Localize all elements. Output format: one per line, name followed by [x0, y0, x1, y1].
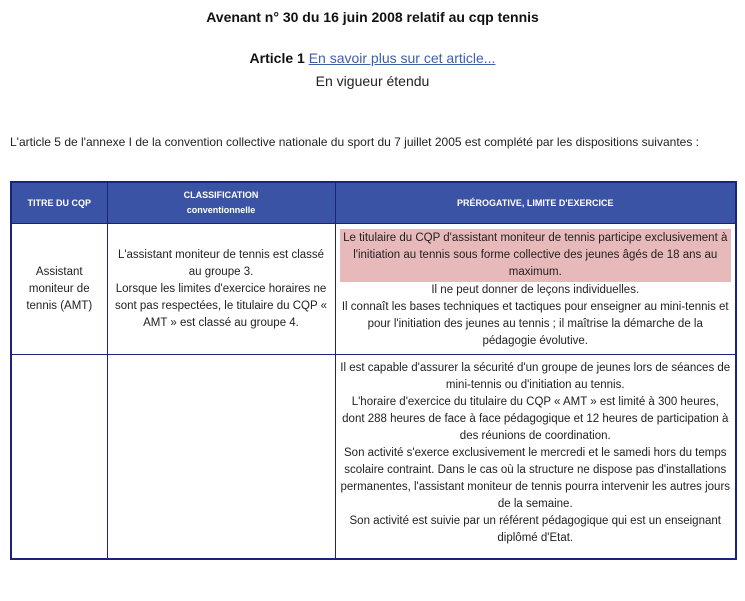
- prerogative-text-2: Il ne peut donner de leçons individuelles.: [431, 283, 640, 296]
- header-classification-line1: CLASSIFICATION: [183, 190, 259, 200]
- prerogative-text-p4: Son activité est suivie par un référent pédagogique qui est un enseignant diplômé d'Etat.: [349, 515, 721, 544]
- classification-text-2: Lorsque les limites d'exercice horaires ne sont pas respectées, le titulaire du CQP « AMT » est classé au groupe 4.: [114, 282, 327, 329]
- cell-prerogative: [335, 355, 736, 560]
- cell-classification-empty: [107, 355, 335, 560]
- classification-text-1: L'assistant moniteur de tennis est classé au groupe 3.: [117, 248, 325, 278]
- prerogative-text-p3: Son activité s'exerce exclusivement le mercredi et le samedi hors du temps scolaire contraint. Dans le cas où la structure ne dispose pas d'installations permanentes, l'assistant moniteur de tennis pourra intervenir les autres jours de la semaine.: [340, 447, 731, 510]
- cell-titre: [11, 224, 107, 355]
- article-label: Article 1: [249, 50, 305, 66]
- table-row: [11, 224, 736, 355]
- article-status: En vigueur étendu: [315, 73, 430, 89]
- header-prerogative: PRÉROGATIVE, LIMITE D'EXERCICE: [335, 182, 736, 224]
- prerogative-text-3: Il connaît les bases techniques et tactiques pour enseigner au mini-tennis et pour l'initiation des jeunes au tennis ; il maîtrise la démarche de la pédagogie évolutive.: [341, 300, 729, 347]
- prerogative-text-p1: Il est capable d'assurer la sécurité d'un groupe de jeunes lors de séances de mini-tennis ou d'initiation au tennis.: [340, 362, 731, 391]
- cqp-title-text: Assistant moniteur de tennis (AMT): [26, 265, 93, 312]
- article-more-link[interactable]: En savoir plus sur cet article...: [308, 50, 496, 66]
- cell-classification: [107, 224, 335, 355]
- table-header-row: [11, 182, 736, 224]
- cell-titre-empty: [11, 355, 107, 560]
- header-classification-line2: conventionnelle: [186, 205, 256, 215]
- cqp-table: [10, 181, 737, 560]
- header-classification: [107, 182, 335, 224]
- prerogative-highlight: Le titulaire du CQP d'assistant moniteur de tennis participe exclusivement à l'initiation au tennis sous forme collective des jeunes âgés de 18 ans au maximum.: [340, 229, 732, 282]
- cell-prerogative: [335, 224, 736, 355]
- prerogative-text-p2: L'horaire d'exercice du titulaire du CQP « AMT » est limité à 300 heures, dont 288 heures de face à face pédagogique et 12 heures de participation à des réunions de coordination.: [342, 396, 729, 442]
- article-heading: [0, 50, 745, 66]
- page-title: Avenant n° 30 du 16 juin 2008 relatif au cqp tennis: [206, 9, 539, 25]
- header-titre-cqp: TITRE DU CQP: [11, 182, 107, 224]
- intro-paragraph: L'article 5 de l'annexe I de la convention collective nationale du sport du 7 juillet 2005 est complété par les dispositions suivantes :: [10, 135, 699, 149]
- table-row: [11, 355, 736, 560]
